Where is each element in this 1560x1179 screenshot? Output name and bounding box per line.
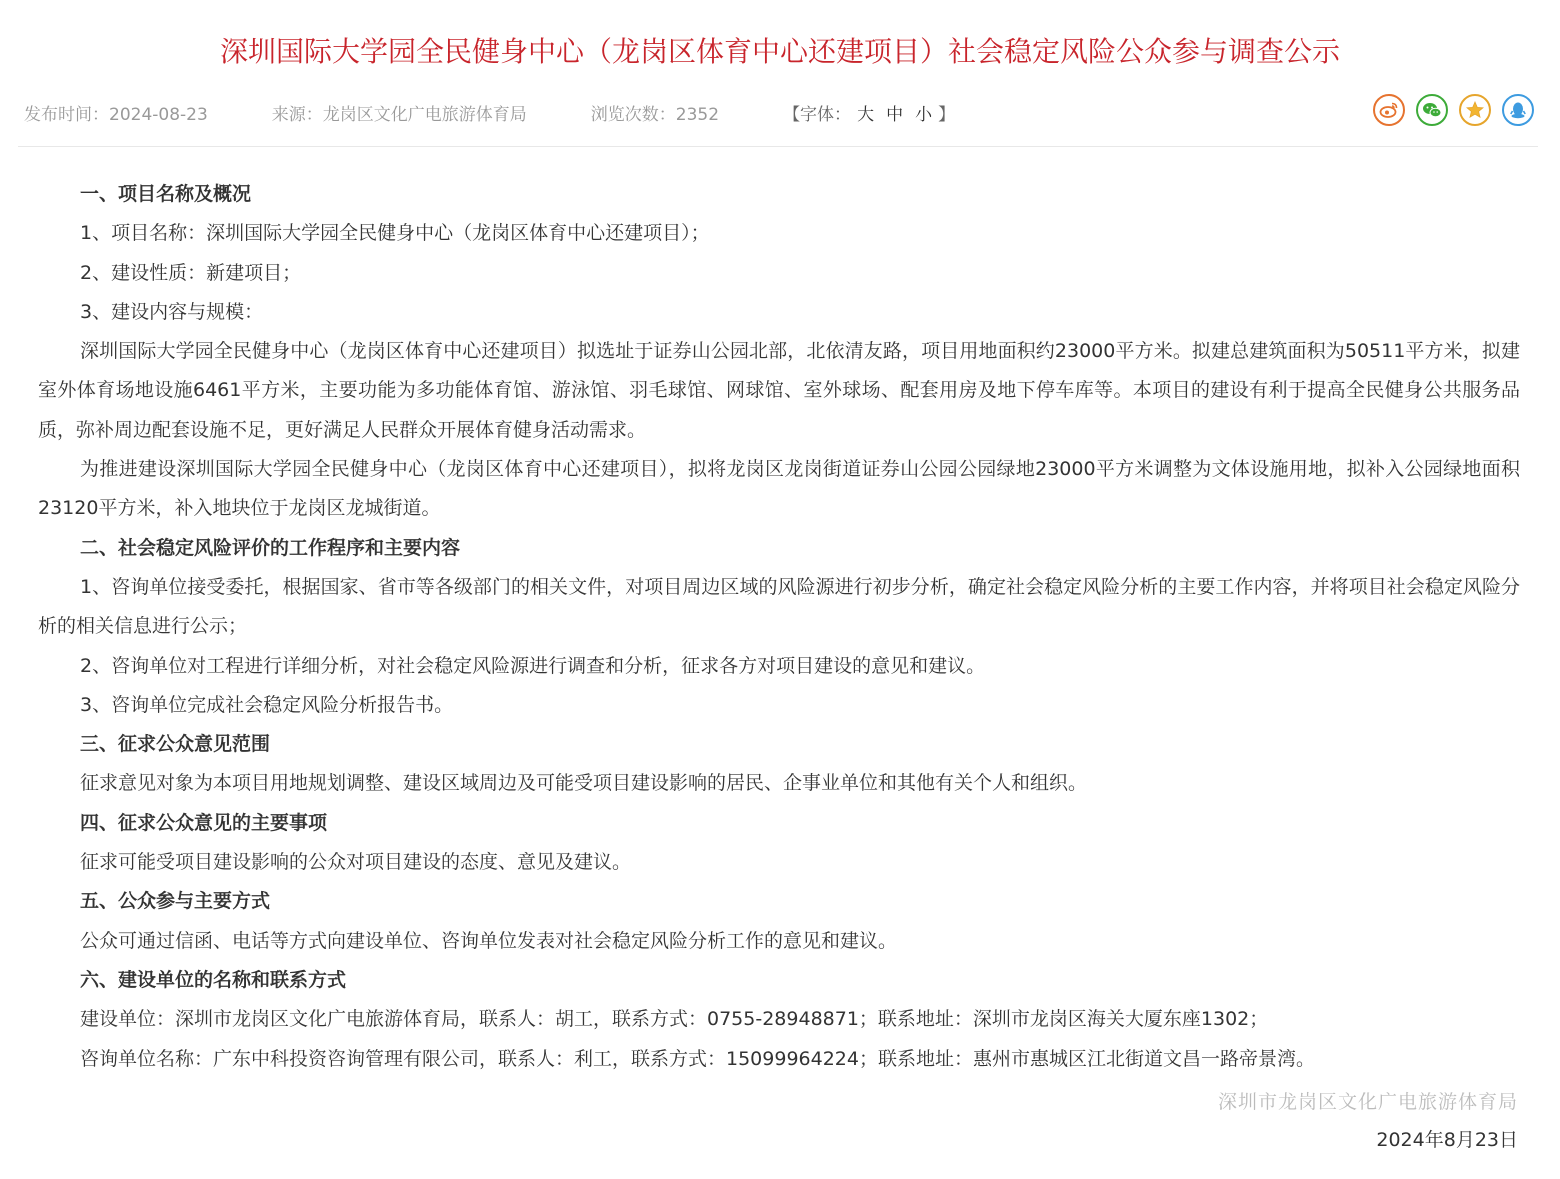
- share-qq-button[interactable]: [1502, 94, 1534, 126]
- paragraph: 2、建设性质：新建项目；: [80, 261, 302, 284]
- page-title: 深圳国际大学园全民健身中心（龙岗区体育中心还建项目）社会稳定风险公众参与调查公示: [219, 35, 1340, 68]
- section-heading: 四、征求公众意见的主要事项: [80, 811, 328, 834]
- font-label-open: 【字体：: [783, 105, 852, 125]
- paragraph: 3、建设内容与规模：: [80, 300, 264, 323]
- font-size-switcher: [783, 100, 955, 130]
- star-icon: [1466, 101, 1484, 119]
- wechat-icon: [1422, 101, 1442, 119]
- source: [272, 100, 527, 130]
- font-size-large[interactable]: 大: [857, 105, 875, 125]
- publish-label: 发布时间：: [24, 105, 109, 125]
- signature-date: 2024年8月23日: [1376, 1129, 1518, 1151]
- paragraph: 征求意见对象为本项目用地规划调整、建设区域周边及可能受项目建设影响的居民、企事业单位和其他有关个人和组织。: [80, 772, 1088, 795]
- publish-time: [24, 100, 208, 130]
- weibo-icon: [1379, 101, 1399, 119]
- signature-org: 深圳市龙岗区文化广电旅游体育局: [1217, 1091, 1518, 1113]
- section-heading: 五、公众参与主要方式: [80, 890, 271, 913]
- article-meta: [24, 100, 955, 130]
- article-body: [38, 175, 1520, 1079]
- paragraph: 建设单位：深圳市龙岗区文化广电旅游体育局，联系人：胡工，联系方式：0755-28948871；联系地址：深圳市龙岗区海关大厦东座1302；: [80, 1008, 1269, 1031]
- paragraph: 1、项目名称：深圳国际大学园全民健身中心（龙岗区体育中心还建项目）；: [80, 222, 710, 245]
- qq-icon: [1510, 101, 1526, 119]
- section-heading: 二、社会稳定风险评价的工作程序和主要内容: [80, 536, 461, 559]
- share-weibo-button[interactable]: [1373, 94, 1405, 126]
- share-bar: [1373, 94, 1534, 126]
- publish-date: 2024-08-23: [109, 105, 208, 125]
- paragraph: 深圳国际大学园全民健身中心（龙岗区体育中心还建项目）拟选址于证券山公园北部，北依清友路，项目用地面积约23000平方米。拟建总建筑面积为50511平方米，拟建室外体育场地设施6461平方米，主要功能为多功能体育馆、游泳馆、羽毛球馆、网球馆、室外球场、配套用房及地下停车库等。本项目的建设有利于提高全民健身公共服务品质，弥补周边配套设施不足，更好满足人民群众开展体育健身活动需求。: [38, 340, 1520, 441]
- share-wechat-button[interactable]: [1416, 94, 1448, 126]
- font-size-medium[interactable]: 中: [886, 105, 904, 125]
- paragraph: 2、咨询单位对工程进行详细分析，对社会稳定风险源进行调查和分析，征求各方对项目建设的意见和建议。: [80, 654, 986, 677]
- paragraph: 3、咨询单位完成社会稳定风险分析报告书。: [80, 693, 454, 716]
- paragraph: 1、咨询单位接受委托，根据国家、省市等各级部门的相关文件，对项目周边区域的风险源进行初步分析，确定社会稳定风险分析的主要工作内容，并将项目社会稳定风险分析的相关信息进行公示；: [38, 575, 1520, 638]
- source-label: 来源：: [271, 105, 323, 125]
- header-divider: [18, 146, 1538, 147]
- section-heading: 六、建设单位的名称和联系方式: [80, 968, 347, 991]
- views-label: 浏览次数：: [590, 105, 676, 125]
- font-label-close: 】: [938, 105, 956, 125]
- section-heading: 三、征求公众意见范围: [80, 733, 271, 756]
- font-size-small[interactable]: 小: [915, 105, 933, 125]
- paragraph: 征求可能受项目建设影响的公众对项目建设的态度、意见及建议。: [80, 851, 632, 874]
- paragraph: 为推进建设深圳国际大学园全民健身中心（龙岗区体育中心还建项目），拟将龙岗区龙岗街道证券山公园公园绿地23000平方米调整为文体设施用地，拟补入公园绿地面积23120平方米，补入地块位于龙岗区龙城街道。: [38, 458, 1520, 520]
- share-favorite-button[interactable]: [1459, 94, 1491, 126]
- views-value: 2352: [675, 105, 720, 125]
- source-value: 龙岗区文化广电旅游体育局: [322, 105, 527, 125]
- section-heading: 一、项目名称及概况: [80, 183, 252, 205]
- paragraph: 公众可通过信函、电话等方式向建设单位、咨询单位发表对社会稳定风险分析工作的意见和建议。: [80, 929, 898, 952]
- paragraph: 咨询单位名称：广东中科投资咨询管理有限公司，联系人：利工，联系方式：15099964224；联系地址：惠州市惠城区江北街道文昌一路帝景湾。: [80, 1047, 1315, 1070]
- view-count: [591, 100, 719, 130]
